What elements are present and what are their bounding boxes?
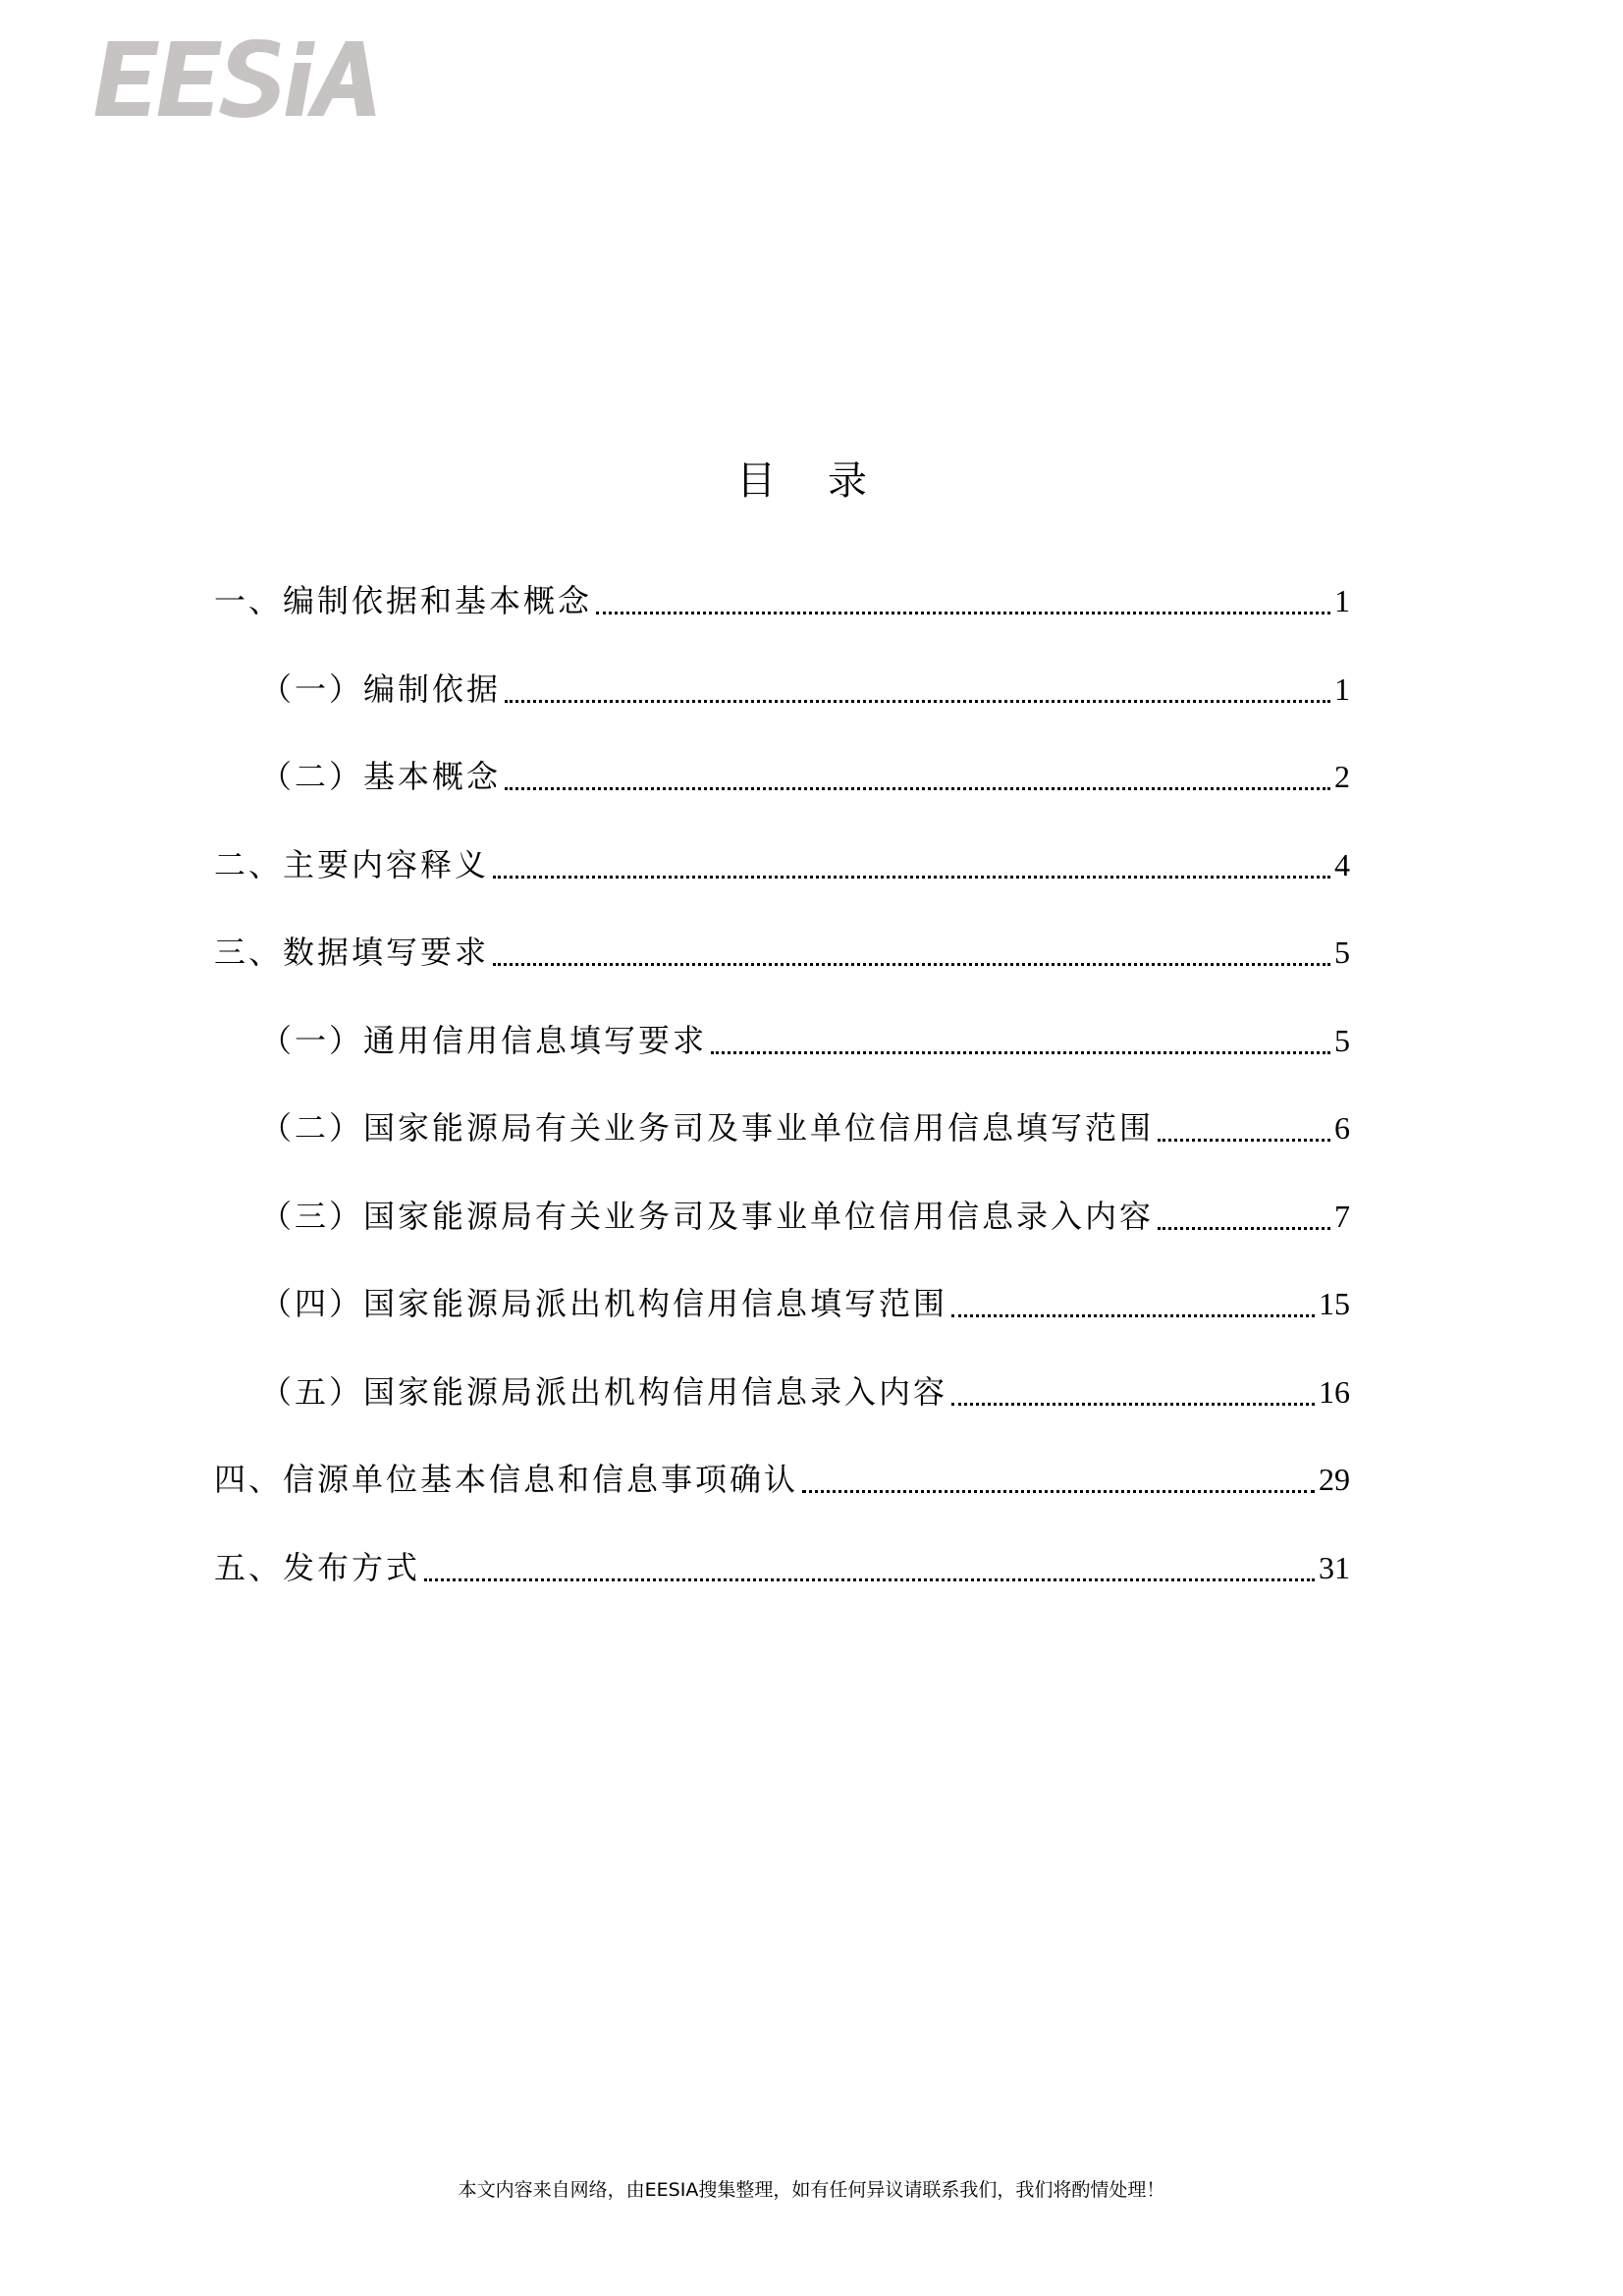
toc-entry-label: 五、发布方式 xyxy=(214,1548,421,1586)
toc-dot-leader xyxy=(802,1489,1315,1493)
toc-entry-label: （四）国家能源局派出机构信用信息填写范围 xyxy=(260,1285,948,1322)
toc-entry-label: 二、主要内容释义 xyxy=(214,845,490,883)
toc-entry-label: （一）编制依据 xyxy=(260,669,502,708)
toc-entry[interactable] xyxy=(214,923,1350,982)
toc-dot-leader xyxy=(711,1050,1330,1054)
toc-entry[interactable] xyxy=(260,1187,1350,1246)
toc-entry-page-number: 29 xyxy=(1319,1462,1350,1497)
toc-entry-label: 一、编制依据和基本概念 xyxy=(214,582,593,619)
toc-entry-label: （一）通用信用信息填写要求 xyxy=(260,1021,708,1059)
toc-entry-page-number: 1 xyxy=(1334,583,1350,618)
toc-entry-page-number: 16 xyxy=(1319,1373,1350,1410)
toc-entry-label: （五）国家能源局派出机构信用信息录入内容 xyxy=(260,1372,948,1411)
toc-entry-page-number: 2 xyxy=(1334,759,1350,794)
toc-entry[interactable] xyxy=(214,571,1350,630)
page-title: 目 录 xyxy=(736,458,887,504)
toc-entry-page-number: 1 xyxy=(1334,670,1350,707)
toc-dot-leader xyxy=(505,786,1330,790)
toc-dot-leader xyxy=(424,1577,1315,1581)
toc-entry[interactable] xyxy=(214,835,1350,894)
toc-entry[interactable] xyxy=(214,1538,1350,1597)
toc-entry-page-number: 7 xyxy=(1334,1198,1350,1234)
toc-dot-leader xyxy=(596,611,1330,614)
toc-dot-leader xyxy=(1158,1226,1330,1230)
toc-entry[interactable] xyxy=(260,1098,1350,1157)
toc-entry[interactable] xyxy=(260,747,1350,806)
toc-entry-page-number: 4 xyxy=(1334,846,1350,882)
toc-entry-page-number: 31 xyxy=(1319,1549,1350,1585)
toc-entry-label: （二）国家能源局有关业务司及事业单位信用信息填写范围 xyxy=(260,1109,1155,1147)
eesia-logo-icon xyxy=(90,29,395,128)
toc-entry-page-number: 6 xyxy=(1334,1110,1350,1146)
toc-entry[interactable] xyxy=(260,1274,1350,1333)
toc-entry[interactable] xyxy=(260,1362,1350,1421)
toc-dot-leader xyxy=(951,1313,1315,1317)
toc-entry[interactable] xyxy=(260,1011,1350,1070)
toc-entry-label: （三）国家能源局有关业务司及事业单位信用信息录入内容 xyxy=(260,1197,1155,1235)
toc-entry-page-number: 5 xyxy=(1334,934,1350,970)
toc-entry-page-number: 5 xyxy=(1334,1022,1350,1058)
toc-entry[interactable] xyxy=(260,660,1350,719)
toc-entry-label: 四、信源单位基本信息和信息事项确认 xyxy=(214,1461,799,1498)
toc-dot-leader xyxy=(1158,1138,1330,1142)
toc-dot-leader xyxy=(493,962,1330,966)
toc-entry-label: （二）基本概念 xyxy=(260,758,502,795)
toc-entry[interactable] xyxy=(214,1450,1350,1509)
toc-dot-leader xyxy=(951,1402,1315,1406)
footer-disclaimer: 本文内容来自网络，由EESIA搜集整理，如有任何异议请联系我们，我们将酌情处理！ xyxy=(458,2179,1165,2201)
toc-entry-label: 三、数据填写要求 xyxy=(214,934,490,971)
toc-dot-leader xyxy=(493,875,1330,879)
toc-dot-leader xyxy=(505,699,1330,703)
toc-entry-page-number: 15 xyxy=(1319,1286,1350,1321)
